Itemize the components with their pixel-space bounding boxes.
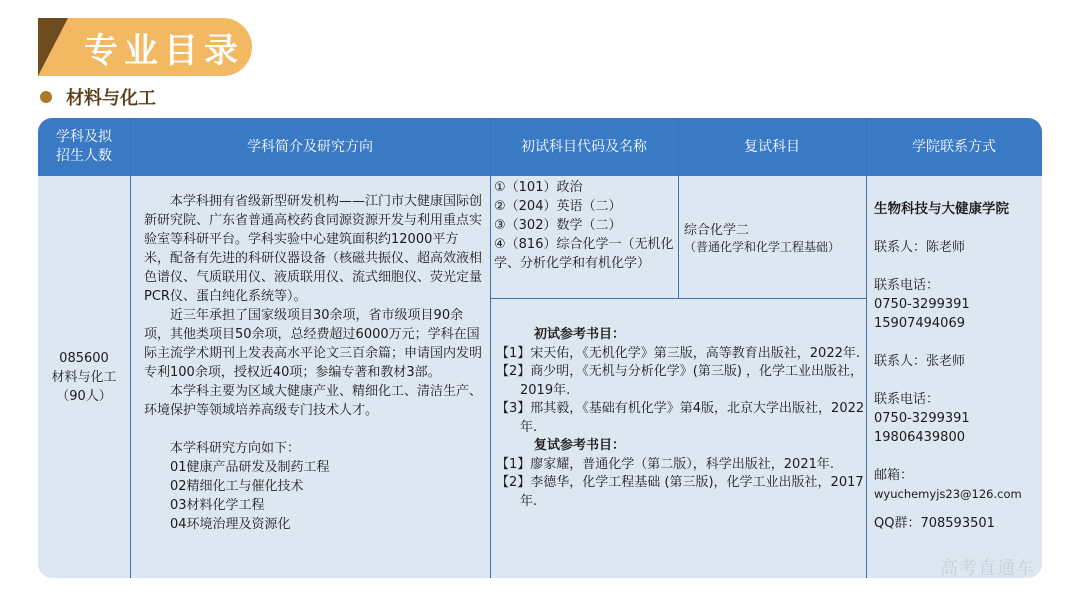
section-title: 材料与化工 [66,88,156,109]
bullet-dot-icon [40,91,52,103]
contact-cell [874,200,1036,533]
phone-label: 联系电话： [874,392,940,407]
reference-item: 【2】商少明，《无机与分析化学》(第三版) ，化学工业出版社，2019年. [496,364,864,398]
direction-item: 01健康产品研发及制药工程 [170,460,330,475]
page-title-tab [38,18,252,76]
directions-title: 本学科研究方向如下： [170,441,301,456]
phone-number: 0750-3299391 [874,297,970,312]
intro-paragraph: 近三年承担了国家级项目30余项，省市级项目90余项，其他类项目50余项，总经费超过6000万元；学科在国际主流学术期刊上发表高水平论文三百余篇；申请国内发明专利100余项，授权近40项；参编专著和教材3部。 [144,308,483,380]
contact-person: 联系人：张老师 [874,354,966,369]
initial-refs-title: 初试参考书目： [534,327,626,342]
header-major: 学科及拟招生人数 [56,129,112,164]
college-name: 生物科技与大健康学院 [874,201,1009,217]
exam-subject: ①（101）政治 [494,180,583,195]
header-exam: 初试科目代码及名称 [521,138,647,155]
major-quota: （90人） [56,388,112,404]
exam-subject: ④（816）综合化学一（无机化学、分析化学和有机化学） [494,237,674,271]
intro-paragraph: 本学科主要为区域大健康产业、精细化工、清洁生产、环境保护等领域培养高级专门技术人才。 [144,384,483,418]
intro-paragraph: 本学科拥有省级新型研发机构——江门市大健康国际创新研究院、广东省普通高校药食同源资源开发与利用重点实验室等科研平台。学科实验中心建筑面积约12000平方米，配备有先进的科研仪器设备（核磁共振仪、超高效液相色谱仪、气质联用仪、液质联用仪、流式细胞仪、荧光定量PCR仪、蛋白纯化系统等）。 [144,194,483,304]
retest-cell [684,222,868,256]
contact-person: 联系人：陈老师 [874,240,966,255]
table-header-row [38,118,1042,176]
direction-item: 03材料化学工程 [170,498,265,513]
column-divider [490,118,491,578]
retest-refs-title: 复试参考书目： [534,438,626,453]
reference-item: 【2】李德华，化学工程基础 (第三版)，化学工业出版社，2017年. [496,475,864,509]
major-cell [38,176,130,578]
header-retest: 复试科目 [744,138,800,155]
direction-item: 02精细化工与催化技术 [170,479,304,494]
exam-subject: ②（204）英语（二） [494,199,622,214]
column-divider [130,118,131,578]
header-contact: 学院联系方式 [912,138,996,155]
section-heading [40,86,156,108]
watermark: 高考直通车 [940,558,1035,579]
reference-item: 【1】廖家耀，普通化学（第二版），科学出版社，2021年. [496,456,834,472]
program-table [38,118,1042,578]
phone-number: 19806439800 [874,430,965,445]
major-code: 085600 [59,350,109,366]
direction-item: 04环境治理及资源化 [170,517,291,532]
research-directions [144,439,484,534]
major-name: 材料与化工 [51,369,117,385]
retest-detail: （普通化学和化学工程基础） [684,240,841,254]
references-cell [496,326,872,511]
header-intro: 学科简介及研究方向 [247,138,373,155]
phone-number: 0750-3299391 [874,411,970,426]
email-address: wyuchemyjs23@126.com [874,487,1022,501]
reference-item: 【3】邢其毅，《基础有机化学》第4版，北京大学出版社，2022年. [496,401,865,435]
intro-cell [144,192,484,534]
page-title: 专业目录 [84,30,244,71]
title-notch [38,18,68,76]
reference-item: 【1】宋天佑，《无机化学》第三版，高等教育出版社，2022年. [496,345,860,361]
exam-subjects-cell [494,178,690,273]
qq-group: QQ群：708593501 [874,516,995,531]
exam-subject: ③（302）数学（二） [494,218,622,233]
phone-label: 联系电话： [874,278,940,293]
email-label: 邮箱： [874,468,914,483]
phone-number: 15907494069 [874,316,965,331]
row-divider [490,298,866,299]
retest-subject: 综合化学二 [684,223,750,238]
